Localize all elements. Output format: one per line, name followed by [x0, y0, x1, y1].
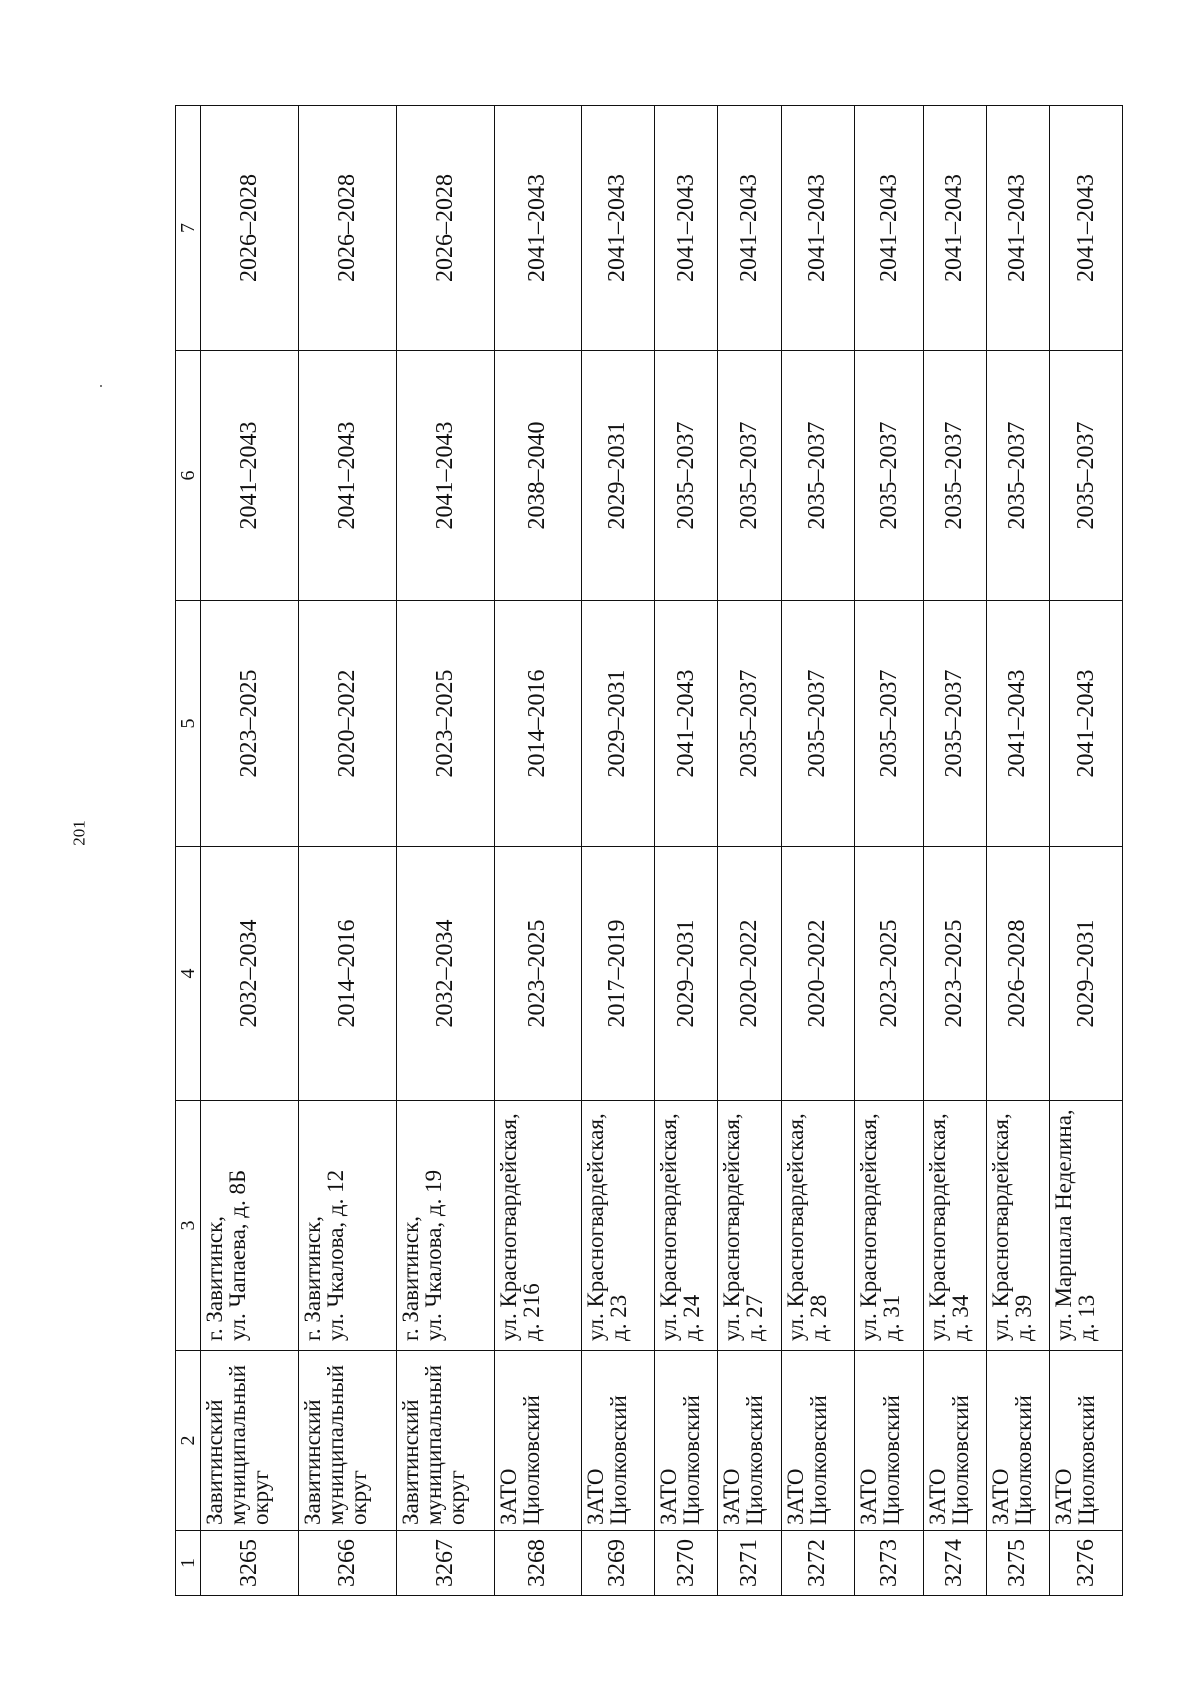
- municipality-cell: [718, 1351, 781, 1531]
- address-cell: [1050, 1101, 1123, 1351]
- period-cell-6: 2035–2037: [923, 351, 986, 601]
- municipality-cell-line: Циолковский: [947, 1395, 973, 1525]
- row-number-cell: 3265: [201, 1531, 299, 1596]
- municipality-cell: [396, 1351, 494, 1531]
- period-cell-5: 2020–2022: [298, 601, 396, 847]
- address-cell-line: д. 34: [947, 1294, 973, 1341]
- period-cell-6: 2035–2037: [1050, 351, 1123, 601]
- address-cell: [923, 1101, 986, 1351]
- table-row: [494, 106, 581, 1596]
- municipality-cell-line: Завитинский: [202, 1399, 227, 1525]
- period-cell-7: 2041–2043: [923, 106, 986, 351]
- municipality-cell-line: Циолковский: [879, 1395, 905, 1525]
- address-cell-line: г. Завитинск,: [202, 1215, 227, 1341]
- municipality-cell-line: ЗАТО: [1051, 1468, 1077, 1525]
- rotated-table-container: [175, 106, 1123, 1596]
- municipality-cell: [655, 1351, 718, 1531]
- municipality-cell-line: Циолковский: [1010, 1395, 1036, 1525]
- table-body: [201, 106, 1123, 1596]
- period-cell-7: 2041–2043: [781, 106, 855, 351]
- period-cell-7: 2041–2043: [855, 106, 923, 351]
- table-row: [855, 106, 923, 1596]
- municipality-cell-line: ЗАТО: [656, 1468, 682, 1525]
- address-cell: [494, 1101, 581, 1351]
- table-row: [581, 106, 655, 1596]
- table-row: [718, 106, 781, 1596]
- municipality-cell: [923, 1351, 986, 1531]
- period-cell-4: 2020–2022: [718, 847, 781, 1101]
- row-number-cell: 3276: [1050, 1531, 1123, 1596]
- municipality-cell: [298, 1351, 396, 1531]
- municipality-cell-line: округ: [248, 1470, 273, 1525]
- period-cell-4: 2032–2034: [201, 847, 299, 1101]
- address-cell-line: ул. Чкалова, д. 19: [420, 1169, 446, 1341]
- table-row: [923, 106, 986, 1596]
- address-cell-line: ул. Чкалова, д. 12: [322, 1169, 348, 1341]
- period-cell-6: 2035–2037: [655, 351, 718, 601]
- period-cell-5: 2035–2037: [781, 601, 855, 847]
- period-cell-7: 2026–2028: [201, 106, 299, 351]
- municipality-cell-line: Циолковский: [518, 1395, 544, 1525]
- period-cell-5: 2014–2016: [494, 601, 581, 847]
- municipality-cell: [781, 1351, 855, 1531]
- row-number-cell: 3270: [655, 1531, 718, 1596]
- municipality-cell-line: ЗАТО: [924, 1468, 950, 1525]
- period-cell-7: 2041–2043: [581, 106, 655, 351]
- address-cell-line: ул. Красногвардейская,: [582, 1113, 608, 1341]
- period-cell-5: 2029–2031: [581, 601, 655, 847]
- municipality-cell-line: округ: [443, 1470, 469, 1525]
- period-cell-6: 2041–2043: [396, 351, 494, 601]
- municipality-cell: [855, 1351, 923, 1531]
- address-cell: [396, 1101, 494, 1351]
- address-cell: [986, 1101, 1049, 1351]
- address-cell-line: д. 24: [679, 1294, 705, 1341]
- address-cell-line: г. Завитинск,: [299, 1215, 325, 1341]
- address-cell: [855, 1101, 923, 1351]
- period-cell-7: 2041–2043: [986, 106, 1049, 351]
- period-cell-7: 2026–2028: [298, 106, 396, 351]
- address-cell-line: ул. Маршала Неделина,: [1051, 1109, 1077, 1341]
- period-cell-4: 2020–2022: [781, 847, 855, 1101]
- municipality-cell: [494, 1351, 581, 1531]
- row-number-cell: 3267: [396, 1531, 494, 1596]
- municipality-cell-line: муниципальный: [322, 1364, 348, 1525]
- municipality-cell-line: ЗАТО: [987, 1468, 1013, 1525]
- table-row: [298, 106, 396, 1596]
- period-cell-6: 2035–2037: [718, 351, 781, 601]
- table-row: [986, 106, 1049, 1596]
- municipality-cell-line: ЗАТО: [495, 1468, 521, 1525]
- period-cell-5: 2035–2037: [718, 601, 781, 847]
- period-cell-4: 2014–2016: [298, 847, 396, 1101]
- municipality-cell-line: муниципальный: [420, 1364, 446, 1525]
- period-cell-5: 2041–2043: [1050, 601, 1123, 847]
- period-cell-7: 2041–2043: [494, 106, 581, 351]
- row-number-cell: 3272: [781, 1531, 855, 1596]
- column-header-3: 3: [176, 1101, 201, 1351]
- municipality-cell-line: ЗАТО: [582, 1468, 608, 1525]
- period-cell-4: 2032–2034: [396, 847, 494, 1101]
- period-cell-6: 2035–2037: [986, 351, 1049, 601]
- municipality-cell-line: ЗАТО: [719, 1468, 745, 1525]
- municipality-cell-line: Завитинский: [397, 1399, 423, 1525]
- municipality-cell-line: Завитинский: [299, 1399, 325, 1525]
- address-cell-line: д. 13: [1074, 1294, 1100, 1341]
- period-cell-5: 2023–2025: [201, 601, 299, 847]
- period-cell-4: 2023–2025: [923, 847, 986, 1101]
- period-cell-7: 2041–2043: [718, 106, 781, 351]
- address-cell: [298, 1101, 396, 1351]
- period-cell-7: 2026–2028: [396, 106, 494, 351]
- period-cell-6: 2038–2040: [494, 351, 581, 601]
- period-cell-6: 2041–2043: [298, 351, 396, 601]
- column-header-5: 5: [176, 601, 201, 847]
- municipality-cell-line: Циолковский: [1074, 1395, 1100, 1525]
- row-number-cell: 3266: [298, 1531, 396, 1596]
- column-header-4: 4: [176, 847, 201, 1101]
- table-row: [201, 106, 299, 1596]
- municipality-cell-line: ЗАТО: [782, 1468, 808, 1525]
- housing-schedule-table: [175, 105, 1123, 1596]
- address-cell-line: ул. Красногвардейская,: [856, 1113, 882, 1341]
- period-cell-7: 2041–2043: [655, 106, 718, 351]
- address-cell-line: ул. Красногвардейская,: [656, 1113, 682, 1341]
- municipality-cell-line: Циолковский: [742, 1395, 768, 1525]
- address-cell: [718, 1101, 781, 1351]
- row-number-cell: 3268: [494, 1531, 581, 1596]
- column-header-1: 1: [176, 1531, 201, 1596]
- table-row: [1050, 106, 1123, 1596]
- period-cell-5: 2023–2025: [396, 601, 494, 847]
- period-cell-6: 2041–2043: [201, 351, 299, 601]
- address-cell-line: д. 27: [742, 1294, 768, 1341]
- municipality-cell-line: Циолковский: [605, 1395, 631, 1525]
- address-cell-line: ул. Красногвардейская,: [987, 1113, 1013, 1341]
- municipality-cell: [581, 1351, 655, 1531]
- municipality-cell-line: Циолковский: [679, 1395, 705, 1525]
- period-cell-4: 2026–2028: [986, 847, 1049, 1101]
- municipality-cell-line: округ: [345, 1470, 371, 1525]
- address-cell-line: д. 39: [1010, 1294, 1036, 1341]
- table-row: [655, 106, 718, 1596]
- period-cell-4: 2029–2031: [655, 847, 718, 1101]
- address-cell-line: ул. Чапаева, д. 8Б: [225, 1169, 250, 1341]
- row-number-cell: 3269: [581, 1531, 655, 1596]
- municipality-cell-line: ЗАТО: [856, 1468, 882, 1525]
- address-cell-line: д. 216: [518, 1283, 544, 1341]
- period-cell-4: 2023–2025: [494, 847, 581, 1101]
- address-cell: [655, 1101, 718, 1351]
- period-cell-4: 2029–2031: [1050, 847, 1123, 1101]
- address-cell-line: д. 31: [879, 1294, 905, 1341]
- row-number-cell: 3271: [718, 1531, 781, 1596]
- header-row: [176, 106, 201, 1596]
- page-number: 201: [69, 820, 89, 846]
- period-cell-5: 2041–2043: [986, 601, 1049, 847]
- period-cell-6: 2035–2037: [781, 351, 855, 601]
- period-cell-4: 2023–2025: [855, 847, 923, 1101]
- municipality-cell: [201, 1351, 299, 1531]
- column-header-6: 6: [176, 351, 201, 601]
- row-number-cell: 3275: [986, 1531, 1049, 1596]
- period-cell-5: 2035–2037: [855, 601, 923, 847]
- address-cell: [581, 1101, 655, 1351]
- column-header-2: 2: [176, 1351, 201, 1531]
- municipality-cell-line: муниципальный: [225, 1364, 250, 1525]
- period-cell-7: 2041–2043: [1050, 106, 1123, 351]
- period-cell-5: 2041–2043: [655, 601, 718, 847]
- address-cell-line: ул. Красногвардейская,: [782, 1113, 808, 1341]
- period-cell-6: 2029–2031: [581, 351, 655, 601]
- address-cell-line: ул. Красногвардейская,: [719, 1113, 745, 1341]
- column-header-7: 7: [176, 106, 201, 351]
- scan-artifact: [100, 385, 102, 387]
- municipality-cell-line: Циолковский: [805, 1395, 831, 1525]
- period-cell-5: 2035–2037: [923, 601, 986, 847]
- address-cell-line: д. 28: [805, 1294, 831, 1341]
- address-cell: [781, 1101, 855, 1351]
- municipality-cell: [986, 1351, 1049, 1531]
- table-row: [781, 106, 855, 1596]
- row-number-cell: 3273: [855, 1531, 923, 1596]
- municipality-cell: [1050, 1351, 1123, 1531]
- address-cell-line: г. Завитинск,: [397, 1215, 423, 1341]
- address-cell-line: ул. Красногвардейская,: [495, 1113, 521, 1341]
- row-number-cell: 3274: [923, 1531, 986, 1596]
- address-cell: [201, 1101, 299, 1351]
- address-cell-line: д. 23: [605, 1294, 631, 1341]
- table-row: [396, 106, 494, 1596]
- address-cell-line: ул. Красногвардейская,: [924, 1113, 950, 1341]
- period-cell-6: 2035–2037: [855, 351, 923, 601]
- period-cell-4: 2017–2019: [581, 847, 655, 1101]
